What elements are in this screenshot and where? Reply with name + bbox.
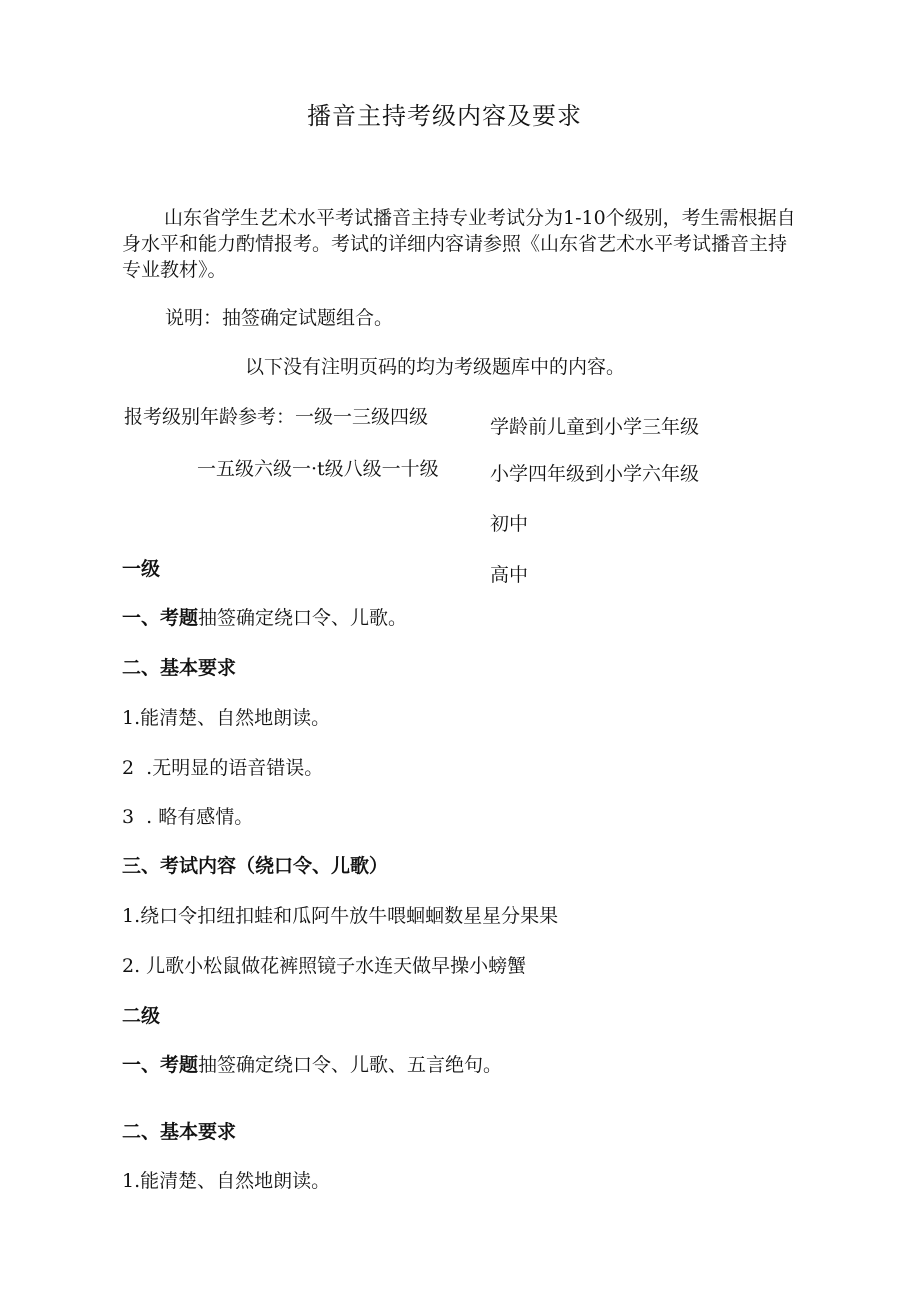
- age-ref-right-2: 小学四年级到小学六年级: [490, 463, 700, 485]
- level1-topic: [122, 605, 407, 631]
- level2-heading: 二级: [122, 1005, 161, 1027]
- level1-content-2: 2. 儿歌小松鼠做花裤照镜子水连天做早操小螃蟹: [122, 955, 527, 977]
- level1-heading: 一级: [122, 558, 161, 580]
- age-ref-right-3: 初中: [490, 513, 529, 535]
- level1-req-heading: 二、基本要求: [122, 657, 237, 679]
- page-title: 播音主持考级内容及要求: [307, 102, 582, 130]
- note-line-2: 以下没有注明页码的均为考级题库中的内容。: [245, 356, 626, 378]
- level1-req-3: 3 . 略有感情。: [122, 806, 254, 828]
- level2-topic-text: 抽签确定绕口令、儿歌、五言绝句。: [198, 1054, 503, 1076]
- level1-topic-label: 一、考题: [122, 607, 199, 629]
- level2-topic: [122, 1052, 502, 1078]
- level2-topic-label: 一、考题: [122, 1054, 199, 1076]
- level1-content-1: 1.绕口令扣纽扣蛙和瓜阿牛放牛喂蛔蛔数星星分果果: [122, 905, 559, 927]
- age-ref-right-4: 高中: [490, 564, 529, 586]
- level1-req-2: 2 .无明显的语音错误。: [122, 757, 324, 779]
- level1-topic-text: 抽签确定绕口令、儿歌。: [198, 607, 408, 629]
- level2-req-1: 1.能清楚、自然地朗读。: [122, 1170, 331, 1192]
- intro-paragraph: 山东省学生艺术水平考试播音主持专业考试分为1-10个级别，考生需根据自身水平和能力酌情报考。考试的详细内容请参照《山东省艺术水平考试播音主持专业教材》。: [122, 207, 796, 281]
- age-ref-left-2: 一五级六级一·t级八级一十级: [197, 458, 439, 480]
- age-ref-left-1: 报考级别年龄参考：一级一三级四级: [124, 406, 429, 428]
- note-line: 说明：抽签确定试题组合。: [165, 307, 394, 329]
- age-ref-right-1: 学龄前儿童到小学三年级: [490, 416, 700, 438]
- level1-content-heading: 三、考试内容（绕口令、儿歌）: [122, 855, 389, 877]
- level2-req-heading: 二、基本要求: [122, 1121, 237, 1143]
- level1-req-1: 1.能清楚、自然地朗读。: [122, 707, 331, 729]
